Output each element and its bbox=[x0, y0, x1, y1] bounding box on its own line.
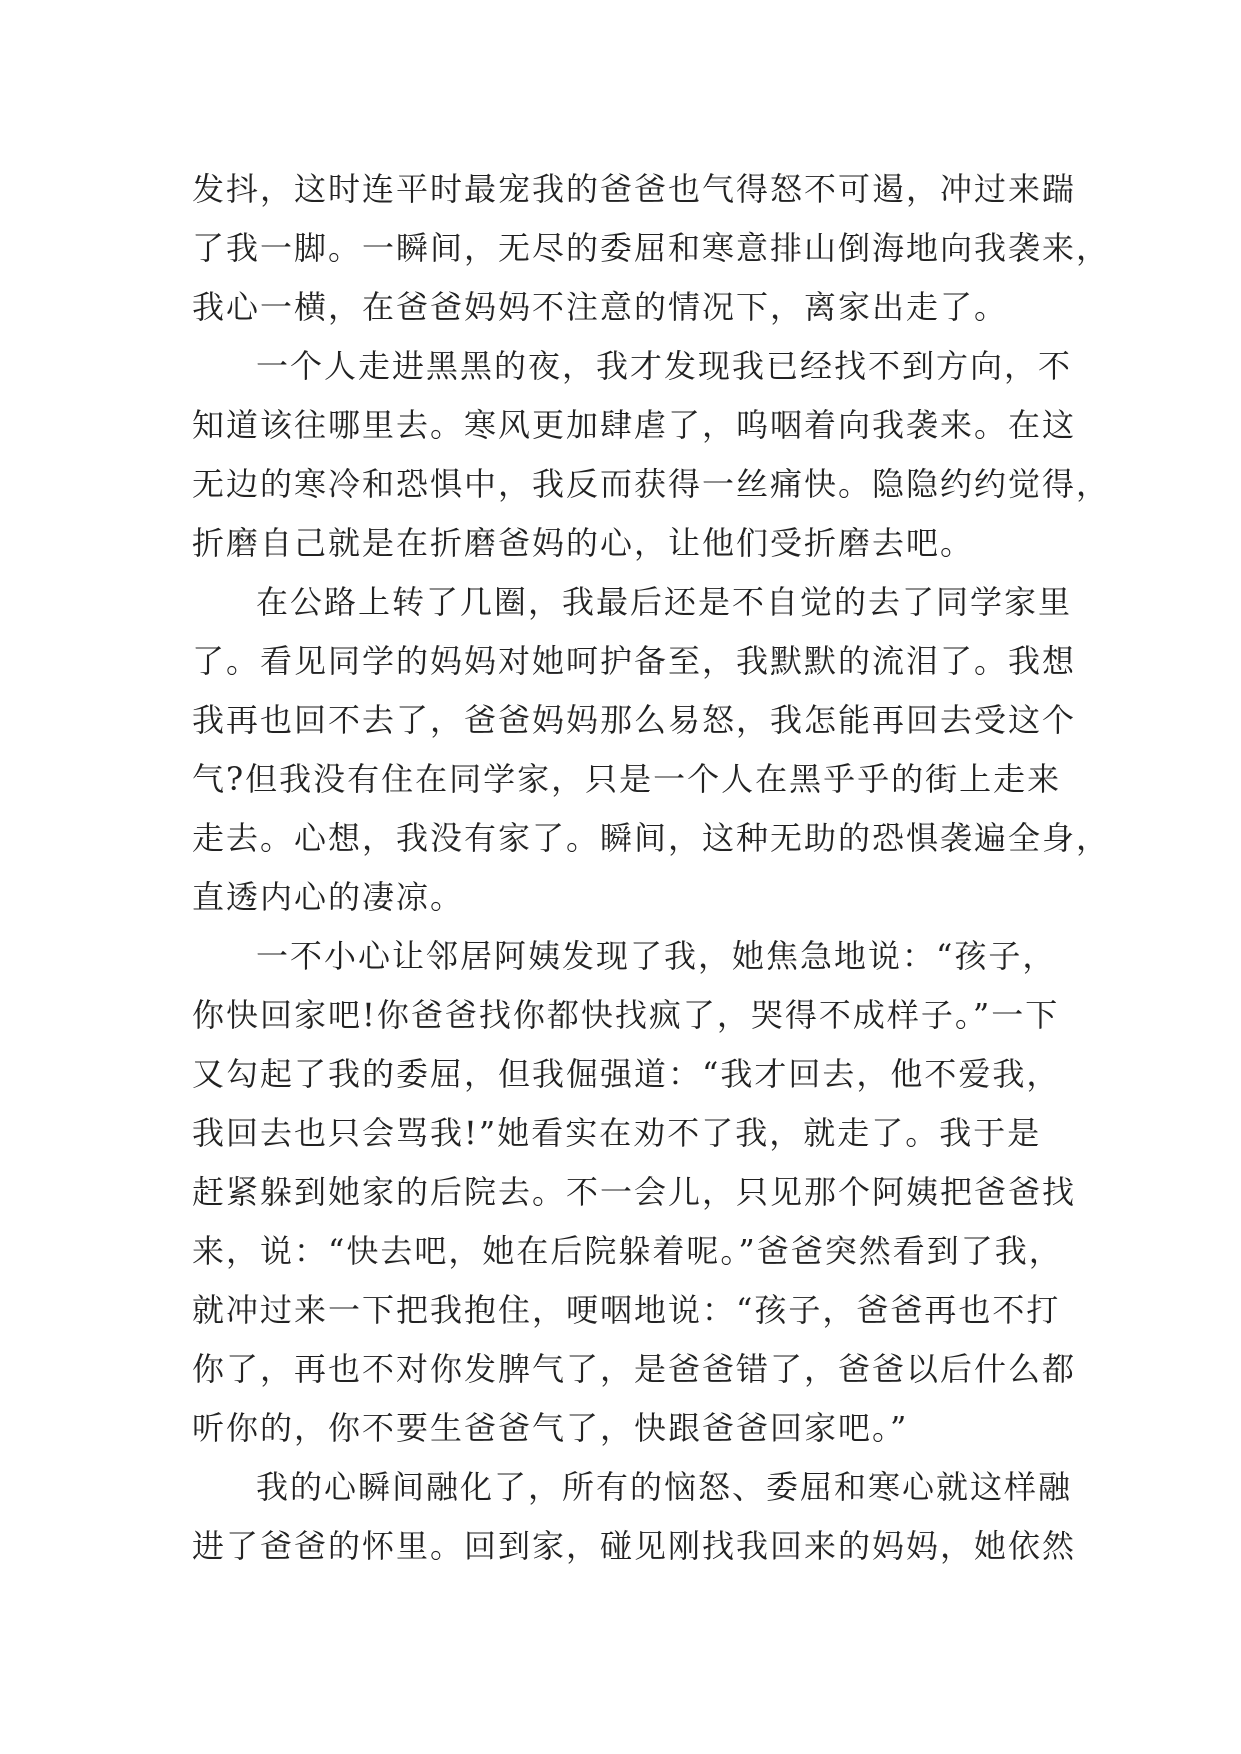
text-line: 我回去也只会骂我!”她看实在劝不了我，就走了。我于是 bbox=[192, 1114, 1042, 1152]
text-line: 发抖，这时连平时最宠我的爸爸也气得怒不可遏，冲过来踹 bbox=[192, 170, 1077, 208]
text-line: 进了爸爸的怀里。回到家，碰见刚找我回来的妈妈，她依然 bbox=[192, 1527, 1077, 1565]
text-line: 了。看见同学的妈妈对她呵护备至，我默默的流泪了。我想 bbox=[192, 642, 1077, 680]
text-line: 在公路上转了几圈，我最后还是不自觉的去了同学家里 bbox=[256, 583, 1073, 621]
text-line: 无边的寒冷和恐惧中，我反而获得一丝痛快。隐隐约约觉得， bbox=[192, 465, 1111, 503]
paragraph-3 bbox=[192, 573, 1111, 927]
paragraph-5 bbox=[192, 1458, 1077, 1576]
text-line: 一个人走进黑黑的夜，我才发现我已经找不到方向，不 bbox=[256, 347, 1073, 385]
text-line: 来，说：“快去吧，她在后院躲着呢。”爸爸突然看到了我， bbox=[192, 1232, 1063, 1270]
text-line: 就冲过来一下把我抱住，哽咽地说：“孩子，爸爸再也不打 bbox=[192, 1291, 1061, 1329]
text-line: 折磨自己就是在折磨爸妈的心，让他们受折磨去吧。 bbox=[192, 524, 975, 562]
text-line: 气?但我没有住在同学家，只是一个人在黑乎乎的街上走来 bbox=[192, 760, 1062, 798]
paragraph-4 bbox=[192, 927, 1077, 1458]
text-line: 直透内心的凄凉。 bbox=[192, 878, 465, 916]
text-line: 我心一横，在爸爸妈妈不注意的情况下，离家出走了。 bbox=[192, 288, 1009, 326]
text-line: 我再也回不去了，爸爸妈妈那么易怒，我怎能再回去受这个 bbox=[192, 701, 1077, 739]
text-line: 一不小心让邻居阿姨发现了我，她焦急地说：“孩子， bbox=[256, 937, 1057, 975]
body-text bbox=[192, 160, 1111, 1576]
text-line: 了我一脚。一瞬间，无尽的委屈和寒意排山倒海地向我袭来， bbox=[192, 229, 1111, 267]
text-line: 听你的，你不要生爸爸气了，快跟爸爸回家吧。” bbox=[192, 1409, 909, 1447]
text-line: 知道该往哪里去。寒风更加肆虐了，呜咽着向我袭来。在这 bbox=[192, 406, 1077, 444]
text-line: 走去。心想，我没有家了。瞬间，这种无助的恐惧袭遍全身， bbox=[192, 819, 1111, 857]
text-line: 你快回家吧!你爸爸找你都快找疯了，哭得不成样子。”一下 bbox=[192, 996, 1060, 1034]
paragraph-2 bbox=[192, 337, 1111, 573]
text-line: 又勾起了我的委屈，但我倔强道：“我才回去，他不爱我， bbox=[192, 1055, 1061, 1093]
text-line: 赶紧躲到她家的后院去。不一会儿，只见那个阿姨把爸爸找 bbox=[192, 1173, 1077, 1211]
paragraph-1 bbox=[192, 160, 1111, 337]
text-line: 我的心瞬间融化了，所有的恼怒、委屈和寒心就这样融 bbox=[256, 1468, 1073, 1506]
text-line: 你了，再也不对你发脾气了，是爸爸错了，爸爸以后什么都 bbox=[192, 1350, 1077, 1388]
